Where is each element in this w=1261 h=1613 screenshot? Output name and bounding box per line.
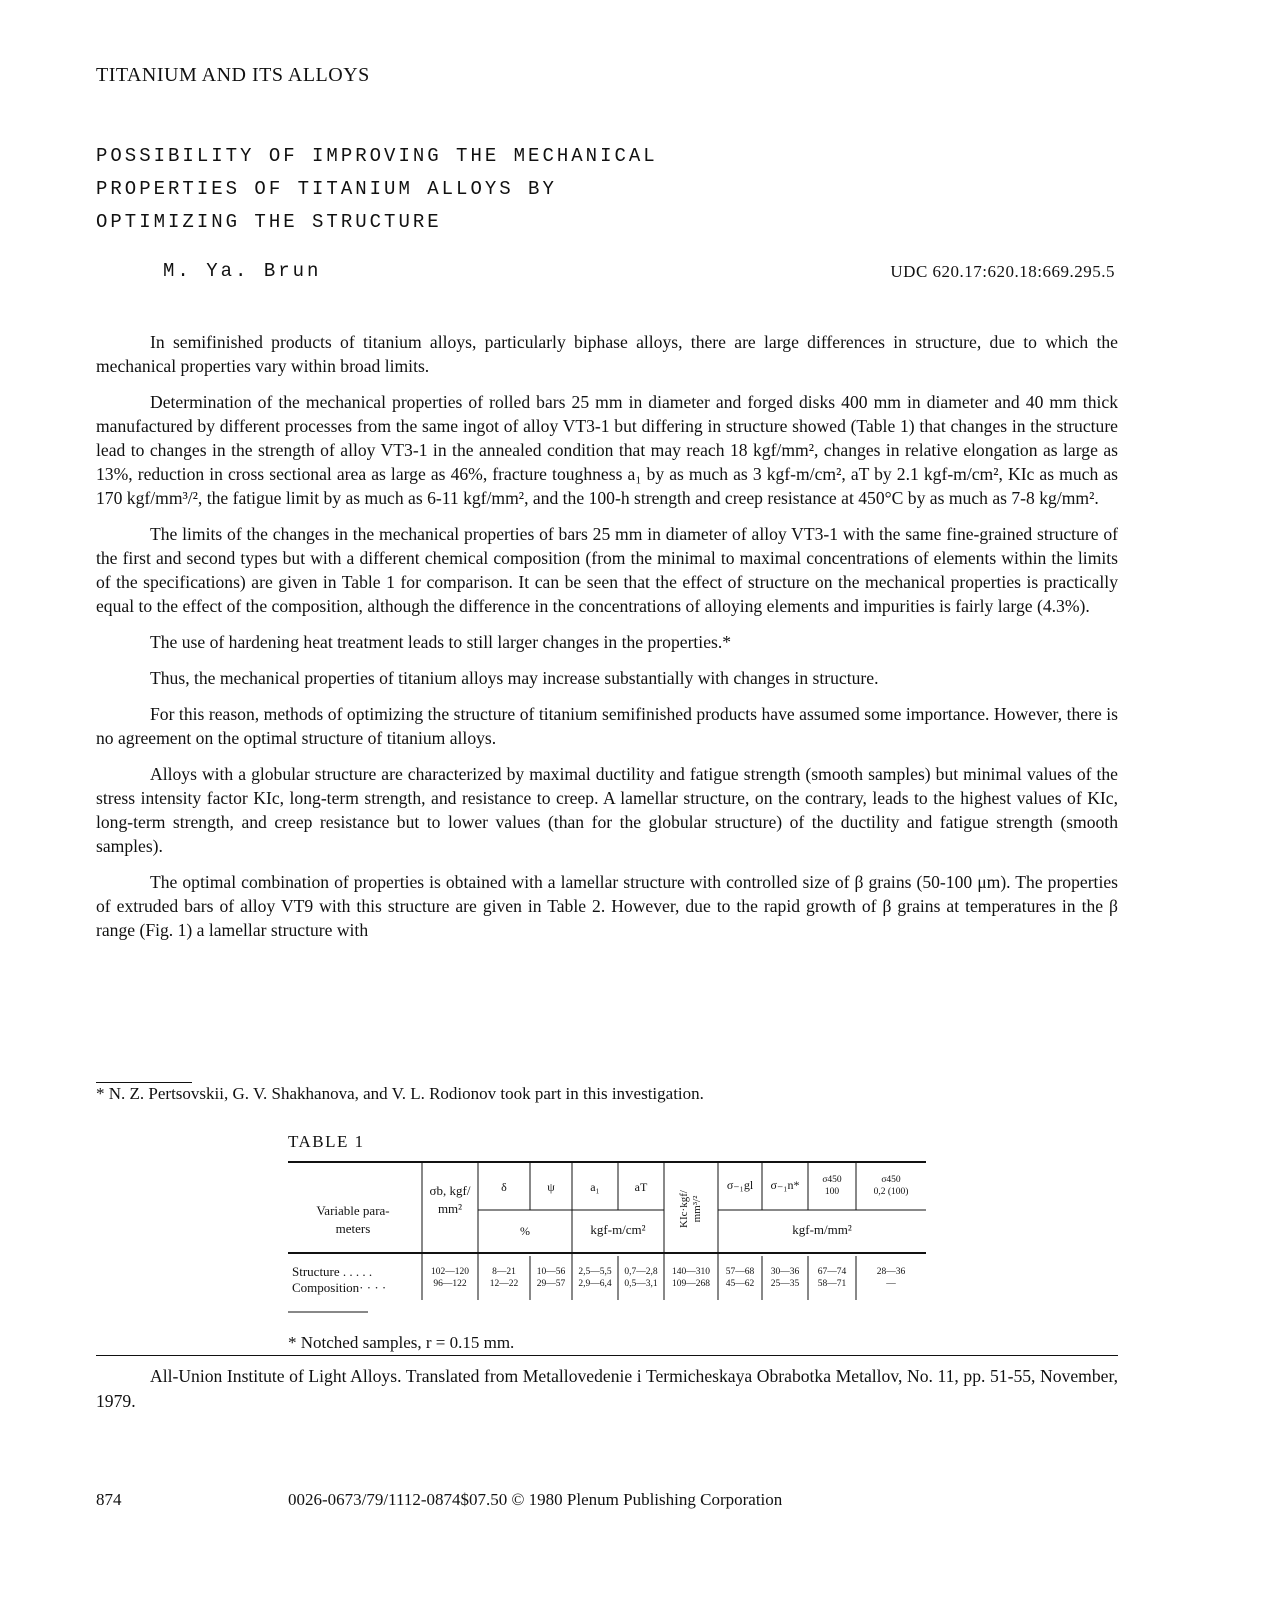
row-label-composition: Composition· · · · xyxy=(292,1280,387,1295)
row-label-structure: Structure . . . . . xyxy=(292,1264,373,1279)
header-kic: KIc·kgf/ mm³/² xyxy=(678,1190,703,1228)
header-variable-parameters: Variable para- meters xyxy=(316,1203,390,1236)
paragraph: The optimal combination of properties is obtained with a lamellar structure with controlled size of β grains (50-100 μm). The properties of extruded bars of alloy VT9 with this structure are given in Table 2. However, due to the rapid growth of β grains at temperatures in the β range (Fig. 1) a lamellar structure with xyxy=(96,872,1118,940)
cell-structure-kic: 140—310 xyxy=(672,1267,710,1277)
title-line: OPTIMIZING THE STRUCTURE xyxy=(96,211,442,233)
cell-structure-sigma-gl: 57—68 xyxy=(725,1267,755,1277)
unit-kgf-m-cm2: kgf-m/cm² xyxy=(590,1222,646,1237)
cell-structure-sigma-n: 30—36 xyxy=(770,1267,800,1277)
paragraph: Determination of the mechanical properties of rolled bars 25 mm in diameter and forged disks 400 mm in diameter and 40 mm thick manufactured by different processes from the same ingot of alloy VT3-1 but differing in structure showed (Table 1) that changes in the structure lead to changes in the strength of alloy VT3-1 in the annealed condition that may reach 18 kgf/mm², changes in relative elongation as large as 13%, reduction in cross sectional area as large as 46%, fracture toughness a₁ by as much as 3 kgf-m/cm², aT by 2.1 kgf-m/cm², KIc as much as 170 kgf/mm³/², the fatigue limit by as much as 6-11 kgf/mm², and the 100-h strength and creep resistance at 450°C by as much as 7-8 kg/mm². xyxy=(96,392,1118,508)
copyright-line: 0026-0673/79/1112-0874$07.50 © 1980 Plenum Publishing Corporation xyxy=(288,1490,783,1509)
author: M. Ya. Brun xyxy=(163,260,322,282)
cell-structure-sigma-b: 102—120 xyxy=(431,1267,469,1277)
affiliation-rule xyxy=(96,1355,1118,1356)
footnote: * N. Z. Pertsovskii, G. V. Shakhanova, and V. L. Rodionov took part in this investigation. xyxy=(96,1084,704,1103)
header-sigma-gl: σ₋₁gl xyxy=(726,1178,754,1192)
cell-structure-aT: 0,7—2,8 xyxy=(624,1267,658,1277)
cell-structure-psi: 10—56 xyxy=(536,1267,566,1277)
paragraph: For this reason, methods of optimizing the structure of titanium semifinished products have assumed some importance. However, there is no agreement on the optimal structure of titanium alloys. xyxy=(96,704,1118,748)
cell-composition-sigma-02: — xyxy=(886,1279,896,1289)
header-sigma-02: σ450 0,2 (100) xyxy=(873,1175,909,1197)
cell-composition-sigma-n: 25—35 xyxy=(770,1279,800,1289)
section-heading: TITANIUM AND ITS ALLOYS xyxy=(96,64,370,86)
cell-structure-sigma-100: 67—74 xyxy=(817,1267,847,1277)
cell-composition-sigma-b: 96—122 xyxy=(433,1279,467,1289)
paragraph: Thus, the mechanical properties of titanium alloys may increase substantially with changes in structure. xyxy=(150,668,879,688)
title-line: POSSIBILITY OF IMPROVING THE MECHANICAL xyxy=(96,145,658,167)
header-a1: a₁ xyxy=(590,1180,600,1194)
udc-code: UDC 620.17:620.18:669.295.5 xyxy=(890,262,1115,281)
table-title: TABLE 1 xyxy=(288,1132,365,1151)
table-1 xyxy=(288,1160,926,1316)
paragraph: In semifinished products of titanium alloys, particularly biphase alloys, there are large differences in structure, due to which the mechanical properties vary within broad limits. xyxy=(96,332,1118,376)
title-line: PROPERTIES OF TITANIUM ALLOYS BY xyxy=(96,178,557,200)
cell-composition-kic: 109—268 xyxy=(672,1279,710,1289)
cell-structure-delta: 8—21 xyxy=(492,1267,516,1277)
cell-composition-sigma-100: 58—71 xyxy=(817,1279,847,1289)
cell-composition-a1: 2,9—6,4 xyxy=(578,1279,612,1289)
header-sigma-b: σb, kgf/ mm² xyxy=(429,1183,471,1216)
cell-composition-psi: 29—57 xyxy=(536,1279,566,1289)
header-delta: δ xyxy=(501,1180,507,1194)
cell-structure-sigma-02: 28—36 xyxy=(876,1267,906,1277)
cell-composition-sigma-gl: 45—62 xyxy=(725,1279,755,1289)
cell-structure-a1: 2,5—5,5 xyxy=(578,1267,612,1277)
table-note: * Notched samples, r = 0.15 mm. xyxy=(288,1333,515,1352)
footnote-rule xyxy=(96,1082,192,1083)
affiliation: All-Union Institute of Light Alloys. Translated from Metallovedenie i Termicheskaya Obrabotka Metallov, No. 11, pp. 51-55, November, 1979. xyxy=(96,1366,1118,1411)
article-title xyxy=(96,140,658,239)
cell-composition-delta: 12—22 xyxy=(489,1279,519,1289)
article-body xyxy=(96,330,1118,954)
unit-kgf-m-mm2: kgf-m/mm² xyxy=(792,1222,852,1237)
header-aT: aT xyxy=(634,1180,648,1194)
paragraph: The limits of the changes in the mechanical properties of bars 25 mm in diameter of alloy VT3-1 with the same fine-grained structure of the first and second types but with a different chemical composition (from the minimal to maximal concentrations of elements within the limits of the specifications) are given in Table 1 for comparison. It can be seen that the effect of structure on the mechanical properties is practically equal to the effect of the composition, although the difference in the concentrations of alloying elements and impurities is fairly large (4.3%). xyxy=(96,524,1118,616)
cell-composition-aT: 0,5—3,1 xyxy=(624,1279,658,1289)
unit-percent: % xyxy=(520,1224,530,1238)
header-psi: ψ xyxy=(547,1180,555,1194)
header-sigma-100: σ450 100 xyxy=(822,1175,842,1197)
paragraph: Alloys with a globular structure are characterized by maximal ductility and fatigue strength (smooth samples) but minimal values of the stress intensity factor KIc, long-term strength, and resistance to creep. A lamellar structure, on the contrary, leads to the highest values of KIc, long-term strength, and creep resistance but to lower values (than for the globular structure) of the ductility and fatigue strength (smooth samples). xyxy=(96,764,1118,856)
header-sigma-n: σ₋₁n* xyxy=(770,1178,800,1192)
page-number: 874 xyxy=(96,1490,122,1509)
paragraph: The use of hardening heat treatment leads to still larger changes in the properties.* xyxy=(150,632,732,652)
